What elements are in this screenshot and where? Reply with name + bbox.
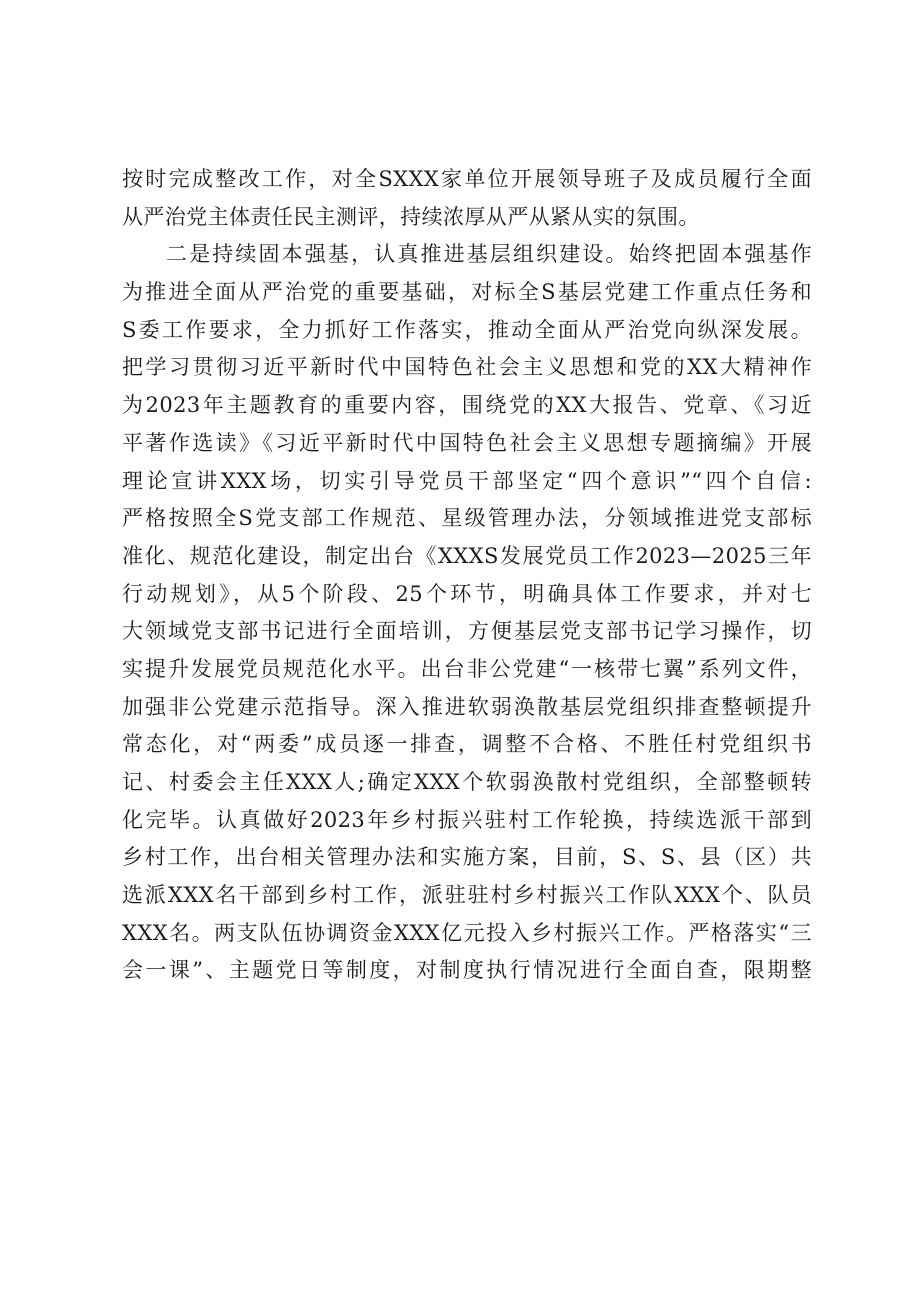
- paragraph-first-line: 二是持续固本强基，认真推进基层组织建设。始终把固本强基作: [166, 242, 812, 267]
- text-line: 行动规划》，从5个阶段、25个环节，明确具体工作要求，并对七: [122, 581, 812, 606]
- text-line: 常态化，对“两委”成员逐一排查，调整不合格、不胜任村党组织书: [122, 732, 812, 757]
- text-line: 按时完成整改工作，对全SXXX家单位开展领导班子及成员履行全面: [122, 167, 812, 191]
- text-line: 会一课”、主题党日等制度，对制度执行情况进行全面自查，限期整: [122, 958, 812, 983]
- text-line: 乡村工作，出台相关管理办法和实施方案，目前，S、S、县（区）共: [122, 845, 812, 870]
- text-line: 准化、规范化建设，制定出台《XXXS发展党员工作2023—2025三年: [122, 543, 812, 568]
- text-line: 从严治党主体责任民主测评，持续浓厚从严从紧从实的氛围。: [122, 204, 700, 229]
- text-line: 把学习贯彻习近平新时代中国特色社会主义思想和党的XX大精神作: [122, 355, 812, 380]
- text-line: 化完毕。认真做好2023年乡村振兴驻村工作轮换，持续选派干部到: [122, 807, 812, 832]
- document-body: [122, 161, 812, 990]
- text-line: XXX名。两支队伍协调资金XXX亿元投入乡村振兴工作。严格落实“三: [122, 920, 812, 945]
- text-line: 严格按照全S党支部工作规范、星级管理办法，分领域推进党支部标: [122, 506, 812, 531]
- text-line: S委工作要求，全力抓好工作落实，推动全面从严治党向纵深发展。: [122, 317, 812, 342]
- text-line: 大领域党支部书记进行全面培训，方便基层党支部书记学习操作，切: [122, 619, 812, 644]
- text-line: 理论宣讲XXX场，切实引导党员干部坚定“四个意识”“四个自信:: [122, 468, 812, 493]
- text-line: 选派XXX名干部到乡村工作，派驻驻村乡村振兴工作队XXX个、队员: [122, 883, 812, 908]
- text-line: 加强非公党建示范指导。深入推进软弱涣散基层党组织排查整顿提升: [122, 694, 812, 719]
- text-line: 平著作选读》《习近平新时代中国特色社会主义思想专题摘编》开展: [122, 430, 812, 455]
- text-line: 为推进全面从严治党的重要基础，对标全S基层党建工作重点任务和: [122, 280, 812, 305]
- text-line: 记、村委会主任XXX人;确定XXX个软弱涣散村党组织，全部整顿转: [122, 770, 812, 794]
- text-line: 为2023年主题教育的重要内容，围绕党的XX大报告、党章、《习近: [122, 393, 812, 418]
- text-line: 实提升发展党员规范化水平。出台非公党建“一核带七翼”系列文件，: [122, 656, 812, 681]
